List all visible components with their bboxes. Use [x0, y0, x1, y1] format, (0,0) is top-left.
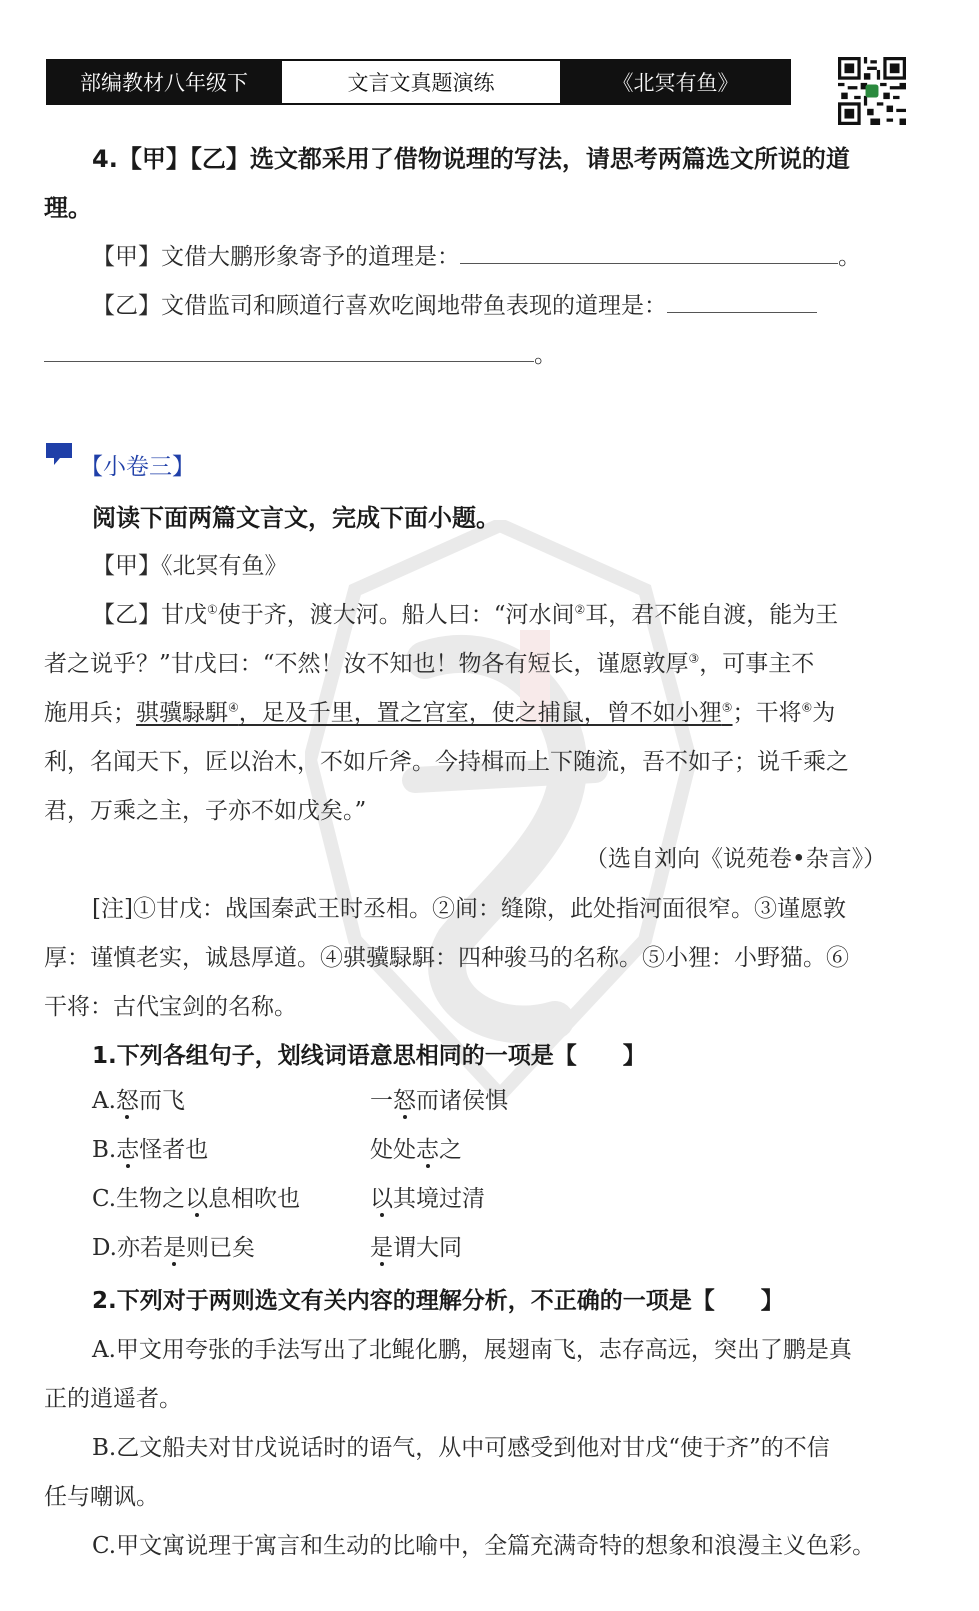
q1-option-b[interactable]: B.志怪者也	[92, 1137, 209, 1163]
passage-yi-line1: 【乙】甘戊①使于齐，渡大河。船人曰：“河水间②耳，君不能自渡，能为王	[92, 602, 839, 628]
q1-option-a[interactable]: A.怒而飞	[92, 1088, 185, 1114]
q4-yi-answer-blank-1[interactable]	[667, 290, 817, 313]
header-title: 《北冥有鱼》	[562, 61, 789, 103]
q1-option-c[interactable]: C.生物之以息相吹也	[92, 1186, 301, 1212]
q4-stem-line1: 4.【甲】【乙】选文都采用了借物说理的写法，请思考两篇选文所说的道	[92, 145, 850, 173]
q1-option-c-right: 以其境过清	[370, 1186, 485, 1212]
notes-line3: 干将：古代宝剑的名称。	[44, 994, 297, 1020]
q4-jia-label: 【甲】文借大鹏形象寄予的道理是：	[92, 244, 460, 270]
q4-jia-end: 。	[838, 244, 861, 270]
q4-yi-prompt-cont	[44, 339, 557, 371]
passage-yi-line3: 施用兵；骐骥騄駬④，足及千里，置之宫室，使之捕鼠，曾不如小狸⑤；干将⑥为	[44, 700, 836, 726]
passage-source: （选自刘向《说苑卷•杂言》）	[585, 846, 887, 872]
q4-yi-prompt	[92, 290, 817, 322]
q1-option-d[interactable]: D.亦若是则已矣	[92, 1235, 255, 1261]
header-grade: 部编教材八年级下	[48, 61, 280, 103]
underlined-sentence: 骐骥騄駬④，足及千里，置之宫室，使之捕鼠，曾不如小狸⑤	[136, 700, 733, 726]
q4-stem-line2: 理。	[44, 194, 92, 222]
q2-option-b-line1[interactable]: B.乙文船夫对甘戊说话时的语气，从中可感受到他对甘戊“使于齐”的不信	[92, 1435, 830, 1461]
q4-jia-prompt	[92, 241, 861, 273]
header-category: 文言文真题演练	[280, 61, 562, 103]
q4-yi-answer-blank-2[interactable]	[44, 339, 534, 362]
passage-yi-line5: 君，万乘之主，子亦不如戊矣。”	[44, 798, 367, 824]
notes-line2: 厚：谨慎老实，诚恳厚道。④骐骥騄駬：四种骏马的名称。⑤小狸：小野猫。⑥	[44, 945, 849, 971]
speech-bubble-icon	[44, 441, 74, 467]
notes-line1: [注]①甘戊：战国秦武王时丞相。②间：缝隙，此处指河面很窄。③谨愿敦	[92, 896, 846, 922]
q1-option-d-right: 是谓大同	[370, 1235, 462, 1261]
header-bar	[46, 59, 791, 105]
passage-yi-line4: 利，名闻天下，匠以治木，不如斤斧。今持楫而上下随流，吾不如子；说千乘之	[44, 749, 849, 775]
passage-yi-line2: 者之说乎？”甘戊曰：“不然！汝不知也！物各有短长，谨愿敦厚③，可事主不	[44, 651, 815, 677]
qr-code-icon	[838, 57, 906, 125]
reading-instruction: 阅读下面两篇文言文，完成下面小题。	[92, 504, 500, 532]
q2-stem: 2.下列对于两则选文有关内容的理解分析，不正确的一项是【 】	[92, 1288, 784, 1314]
section-title: 【小卷三】	[80, 454, 195, 480]
q2-option-c-line1[interactable]: C.甲文寓说理于寓言和生动的比喻中，全篇充满奇特的想象和浪漫主义色彩。	[92, 1533, 876, 1559]
q4-yi-label: 【乙】文借监司和顾道行喜欢吃闽地带鱼表现的道理是：	[92, 293, 667, 319]
q2-option-b-line2: 任与嘲讽。	[44, 1484, 159, 1510]
q2-option-a-line1[interactable]: A.甲文用夸张的手法写出了北鲲化鹏，展翅南飞，志存高远，突出了鹏是真	[92, 1337, 852, 1363]
q1-option-b-right: 处处志之	[370, 1137, 462, 1163]
passage-jia-title: 【甲】《北冥有鱼》	[92, 553, 288, 579]
q4-yi-end: 。	[534, 342, 557, 368]
q2-option-a-line2: 正的逍遥者。	[44, 1386, 182, 1412]
q1-option-a-right: 一怒而诸侯惧	[370, 1088, 508, 1114]
q4-jia-answer-blank[interactable]	[460, 241, 838, 264]
q1-stem: 1.下列各组句子，划线词语意思相同的一项是【 】	[92, 1043, 646, 1069]
